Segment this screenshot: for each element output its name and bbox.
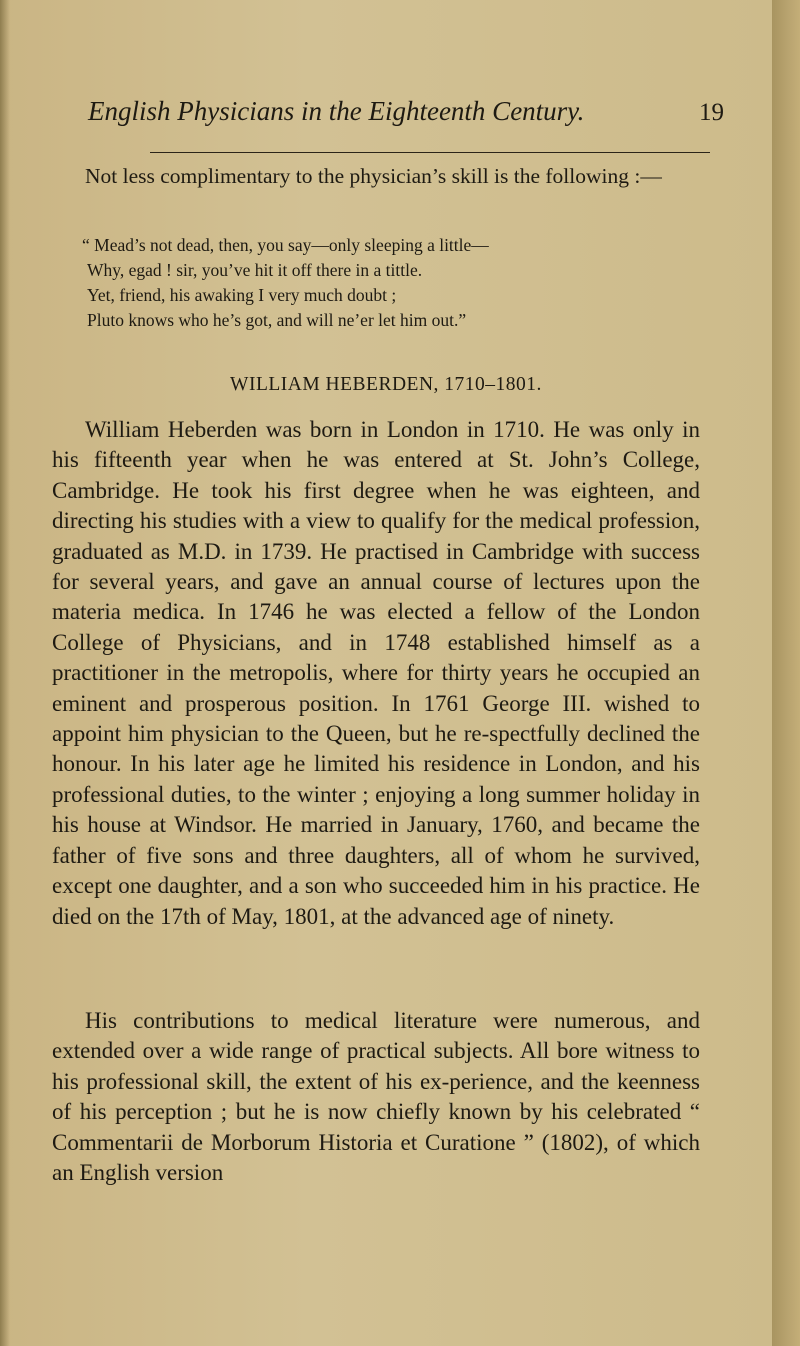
page-number: 19	[699, 99, 724, 126]
running-head	[88, 96, 724, 140]
header-rule	[150, 152, 710, 153]
paragraph-text: William Heberden was born in London in 1710. He was only in his fifteenth year when he was entered at St. John’s College, Cambridge. He took his first degree when he was eighteen, and directing his studies with a view to qualify for the medical profession, graduated as M.D. in 1739. He practised in Cambridge with success for several years, and gave an annual course of lectures upon the materia medica. In 1746 he was elected a fellow of the London College of Physicians, and in 1748 established himself as a practitioner in the metropolis, where for thirty years he occupied an eminent and prosperous position. In 1761 George III. wished to appoint him physician to the Queen, but he re-spectfully declined the honour. In his later age he limited his residence in London, and his professional duties, to the winter ; enjoying a long summer holiday in his house at Windsor. He married in January, 1760, and became the father of five sons and three daughters, all of whom he survived, except one daughter, and a son who succeeded him in his practice. He died on the 17th of May, 1801, at the advanced age of ninety.	[52, 417, 700, 929]
intro-text: Not less complimentary to the physician’s skill is the following :—	[85, 164, 662, 188]
paragraph-text: His contributions to medical literature were numerous, and extended over a wide range of practical subjects. All bore witness to his professional skill, the extent of his ex-perience, and the keenness of his perception ; but he is now chiefly known by his celebrated “ Commentarii de Morborum Historia et Curatione ” (1802), of which an English version	[52, 1008, 700, 1186]
section-heading: WILLIAM HEBERDEN, 1710–1801.	[230, 374, 542, 395]
body-paragraph	[52, 1006, 700, 1188]
verse-line: Yet, friend, his awaking I very much doubt ;	[87, 285, 397, 305]
page-edge-shadow	[772, 0, 800, 1346]
intro-paragraph	[52, 162, 700, 191]
body-paragraph	[52, 415, 700, 932]
verse-line: “ Mead’s not dead, then, you say—only sleeping a little—	[82, 235, 489, 255]
verse-line: Pluto knows who he’s got, and will ne’er let him out.”	[87, 310, 467, 330]
verse-block	[82, 233, 702, 333]
verse-line: Why, egad ! sir, you’ve hit it off there in a tittle.	[87, 260, 423, 280]
running-head-title: English Physicians in the Eighteenth Century.	[88, 96, 585, 126]
binding-shadow	[0, 0, 10, 1346]
